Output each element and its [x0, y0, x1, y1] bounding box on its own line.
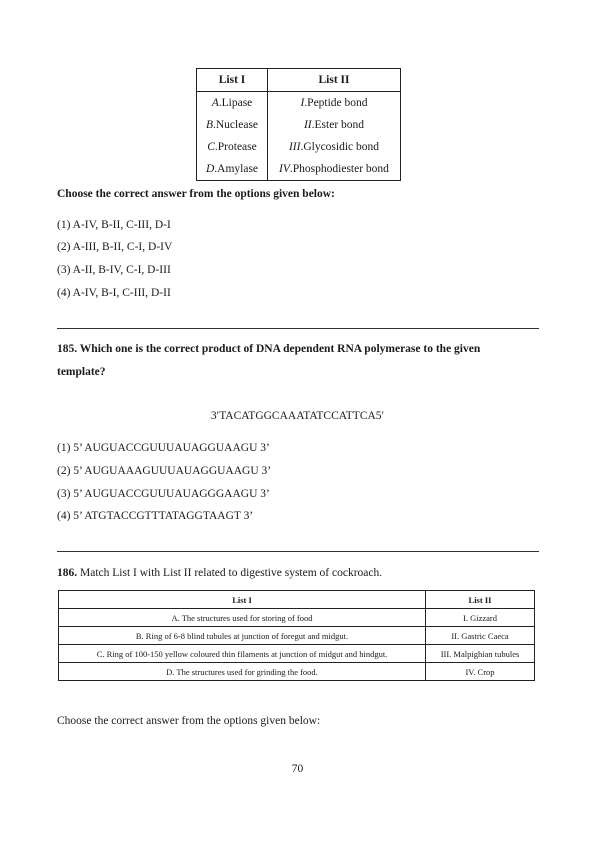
list-i-cell: A.Lipase: [197, 92, 268, 115]
q185-option-3: (3) 5’ AUGUACCGUUUAUAGGGAAGU 3’: [57, 488, 270, 500]
item-text: Ester bond: [314, 119, 365, 131]
item-numeral: I: [300, 97, 305, 109]
list-ii-cell: I. Gizzard: [426, 609, 535, 627]
page-number: 70: [291, 763, 304, 775]
q186-prompt: Choose the correct answer from the options given below:: [57, 715, 321, 727]
list-ii-cell: II. Gastric Caeca: [426, 627, 535, 645]
list-i-cell: D.Amylase: [197, 158, 268, 181]
list-ii-cell: II.Ester bond: [268, 114, 401, 136]
table-row: [197, 158, 401, 181]
table-row: [59, 609, 535, 627]
question-number: 186.: [57, 567, 78, 579]
item-text: Protease: [217, 141, 257, 153]
item-text: Peptide bond: [307, 97, 368, 109]
list-ii-cell: IV.Phosphodiester bond: [268, 158, 401, 181]
list-ii-cell: III. Malpighian tubules: [426, 645, 535, 663]
list-i-cell: B. Ring of 6-8 blind tubules at junction of foregut and midgut.: [59, 627, 426, 645]
list-ii-cell: IV. Crop: [426, 663, 535, 681]
table-row: [59, 645, 535, 663]
q185-question-line-2: template?: [57, 366, 106, 378]
table-row: [197, 92, 401, 115]
list-ii-cell: I.Peptide bond: [268, 92, 401, 115]
item-letter: B: [205, 119, 213, 131]
item-letter: A: [211, 97, 219, 109]
table-row: [59, 663, 535, 681]
list-i-cell: A. The structures used for storing of food: [59, 609, 426, 627]
item-text: Nuclease: [215, 119, 259, 131]
match-table-2: [58, 590, 535, 681]
table-header-row: [197, 69, 401, 92]
item-text: Amylase: [217, 163, 259, 175]
item-numeral: IV: [279, 163, 290, 175]
question-text: Match List I with List II related to digestive system of cockroach.: [77, 567, 383, 579]
list-ii-cell: III.Glycosidic bond: [268, 136, 401, 158]
list-i-header: List I: [197, 69, 268, 92]
list-i-cell: B.Nuclease: [197, 114, 268, 136]
item-letter: D: [205, 163, 215, 175]
item-letter: C: [207, 141, 215, 153]
list-i-header: List I: [59, 591, 426, 609]
item-text: Glycosidic bond: [303, 141, 380, 153]
q184-prompt: Choose the correct answer from the options given below:: [57, 188, 335, 200]
dna-template: 3′TACATGGCAAATATCCATTCA5′: [210, 410, 385, 422]
list-i-cell: C.Protease: [197, 136, 268, 158]
section-divider: [57, 551, 539, 552]
q185-question-line-1: 185. Which one is the correct product of DNA dependent RNA polymerase to the given: [57, 343, 481, 355]
q186-question: [57, 566, 382, 580]
list-ii-header: List II: [268, 69, 401, 92]
table-header-row: [59, 591, 535, 609]
table-row: [59, 627, 535, 645]
table-row: [197, 114, 401, 136]
q184-option-2: (2) A-III, B-II, C-I, D-IV: [57, 241, 173, 253]
q185-option-4: (4) 5’ ATGTACCGTTTATAGGTAAGT 3’: [57, 510, 254, 522]
q184-option-4: (4) A-IV, B-I, C-III, D-II: [57, 287, 171, 299]
item-numeral: II: [303, 119, 312, 131]
q185-option-2: (2) 5’ AUGUAAAGUUUAUAGGUAAGU 3’: [57, 465, 272, 477]
q184-option-3: (3) A-II, B-IV, C-I, D-III: [57, 264, 171, 276]
list-ii-header: List II: [426, 591, 535, 609]
q184-option-1: (1) A-IV, B-II, C-III, D-I: [57, 219, 171, 231]
table-row: [197, 136, 401, 158]
section-divider: [57, 328, 539, 329]
item-text: Phosphodiester bond: [292, 163, 389, 175]
list-i-cell: C. Ring of 100-150 yellow coloured thin filaments at junction of midgut and hindgut.: [59, 645, 426, 663]
list-i-cell: D. The structures used for grinding the food.: [59, 663, 426, 681]
item-text: Lipase: [221, 97, 253, 109]
item-numeral: III: [288, 141, 301, 153]
match-table-1: [196, 68, 401, 181]
q185-option-1: (1) 5’ AUGUACCGUUUAUAGGUAAGU 3’: [57, 442, 270, 454]
